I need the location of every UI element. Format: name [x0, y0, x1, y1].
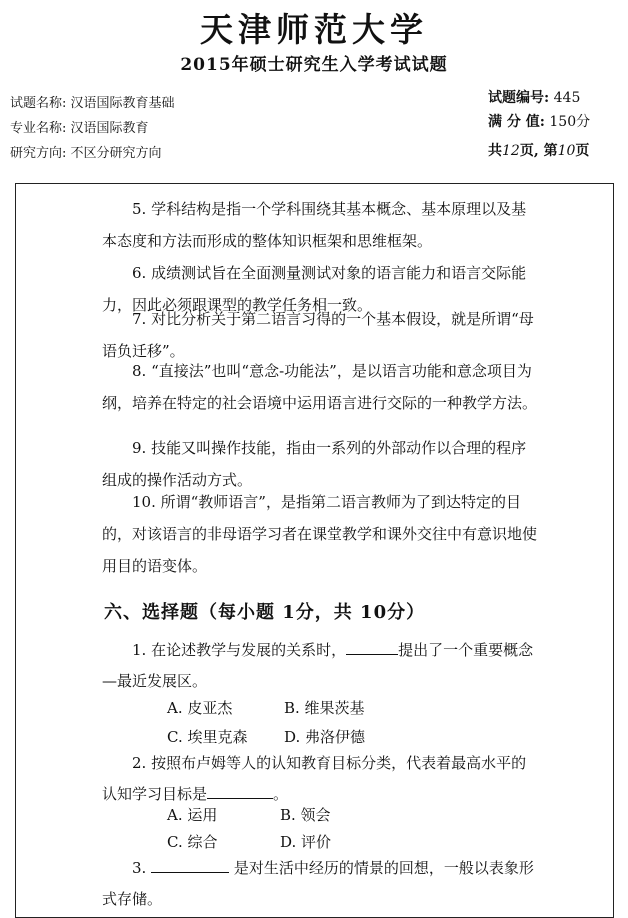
question-3-stem-end: 是对生活中经历的情景的回想，一般以表象形式存储。: [102, 859, 534, 908]
section-six-title: 六、选择题（每小题 1分，共 10分）: [104, 602, 426, 623]
question-2-option-c: C. 综合: [167, 833, 218, 851]
subject-value: 汉语国际教育基础: [70, 96, 175, 111]
page-count-line: [488, 143, 589, 159]
statement-10: 10. 所谓“教师语言”，是指第二语言教师为了到达特定的目的，对该语言的非母语学习者在课堂教学和课外交往中有意识地使用目的语变体。: [102, 493, 538, 575]
question-1: [102, 635, 538, 697]
statement-8: 8. “直接法”也叫“意念-功能法”，是以语言功能和意念项目为纲，培养在特定的社会语境中运用语言进行交际的一种教学方法。: [102, 362, 538, 412]
question-3-number: 3.: [132, 859, 147, 877]
question-2: [102, 748, 538, 810]
page-suffix: 页: [575, 143, 590, 159]
score-value: 150分: [549, 114, 591, 130]
code-label: 试题编号:: [488, 90, 550, 106]
question-2-stem-end: 。: [273, 785, 289, 803]
major-value: 汉语国际教育: [70, 121, 149, 136]
statement-6: 6. 成绩测试旨在全面测量测试对象的语言能力和语言交际能力，因此必须跟课型的教学任务相一致。: [102, 264, 527, 314]
major-line: [10, 121, 149, 137]
code-value: 445: [553, 90, 581, 106]
question-1-option-d: D. 弗洛伊德: [284, 728, 366, 746]
question-2-option-d: D. 评价: [280, 833, 332, 851]
question-1-blank: [346, 639, 398, 655]
statement-5: 5. 学科结构是指一个学科围绕其基本概念、基本原理以及基本态度和方法而形成的整体知识框架和思维框架。: [102, 200, 527, 250]
question-2-blank: [207, 783, 273, 799]
subject-label: 试题名称:: [10, 96, 67, 111]
question-1-stem-start: 1. 在论述教学与发展的关系时，: [132, 641, 347, 659]
major-label: 专业名称:: [10, 121, 67, 136]
direction-line: [10, 146, 162, 162]
direction-value: 不区分研究方向: [70, 146, 162, 161]
question-3-blank: [151, 857, 229, 873]
question-1-option-c: C. 埃里克森: [167, 728, 248, 746]
score-label: 满 分 值:: [488, 114, 545, 130]
exam-title: 2015年硕士研究生入学考试试题: [180, 55, 448, 75]
question-2-option-b: B. 领会: [280, 806, 331, 824]
question-1-stem-end: 提出了一个重要概念—最近发展区。: [102, 641, 534, 690]
statement-9: 9. 技能又叫操作技能，指由一系列的外部动作以合理的程序组成的操作活动方式。: [102, 439, 527, 489]
page-current: 10: [557, 143, 576, 159]
page-mid: 页, 第: [519, 143, 558, 159]
statement-7: 7. 对比分析关于第二语言习得的一个基本假设，就是所谓“母语负迁移”。: [102, 310, 534, 360]
question-1-option-b: B. 维果茨基: [284, 699, 365, 717]
question-3: [102, 853, 538, 915]
question-2-option-a: A. 运用: [167, 806, 218, 824]
code-line: [488, 90, 580, 106]
direction-label: 研究方向:: [10, 146, 67, 161]
page-prefix: 共: [488, 143, 502, 159]
page-total: 12: [502, 143, 520, 159]
subject-line: [10, 96, 175, 112]
university-name: 天津师范大学: [200, 10, 428, 49]
question-1-option-a: A. 皮亚杰: [167, 699, 233, 717]
score-line: [488, 114, 590, 130]
question-2-stem-start: 2. 按照布卢姆等人的认知教育目标分类，代表着最高水平的认知学习目标是: [102, 754, 527, 803]
